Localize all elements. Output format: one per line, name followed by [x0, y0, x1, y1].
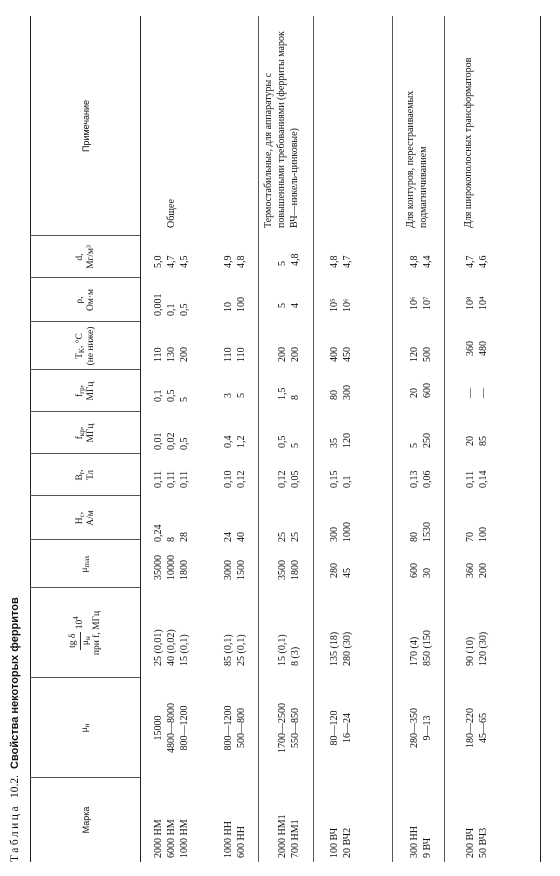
- tg-factor: 10: [75, 619, 86, 630]
- cell-density: 4,8 4,7: [329, 255, 353, 268]
- cell-hc: 25 25: [277, 532, 301, 542]
- br-subscript: r: [77, 471, 86, 475]
- cell-mu-n: 1700—2500 550—850: [277, 703, 301, 753]
- cell-note: Общее: [166, 199, 177, 228]
- fkr-symbol: f: [74, 436, 85, 440]
- tg-denominator: μ: [80, 640, 91, 646]
- br-symbol: B: [74, 474, 85, 481]
- cell-rho: 10⁸ 10⁴: [465, 296, 489, 310]
- header-marka-text: Марка: [80, 806, 91, 834]
- cell-br: 0,10 0,12: [223, 470, 247, 488]
- cell-tk: 400 450: [329, 347, 353, 362]
- cell-rho: 5 4: [277, 303, 301, 308]
- cell-tg: 15 (0,1) 8 (3): [277, 634, 301, 666]
- header-br: $B_r$, Тл: [74, 469, 96, 481]
- header-mu-n: [34, 678, 138, 778]
- caption-label: Таблица: [9, 803, 21, 862]
- fgr-subscript: гр: [77, 387, 86, 394]
- cell-mu-n: 15000 4800—8000 800—1200: [153, 703, 190, 753]
- cell-mu-max: 3500 1800: [277, 560, 301, 580]
- cell-hc: 80 1530: [409, 522, 433, 542]
- rho-symbol: ρ,: [74, 296, 85, 304]
- cell-mu-n: 180—220 45—65: [465, 708, 489, 748]
- cell-mu-n: 80—120 16—24: [329, 710, 353, 746]
- group-rule: [258, 16, 259, 862]
- cell-tg: 90 (10) 120 (30): [465, 631, 489, 666]
- cell-marka: 100 ВЧ 20 ВЧ2: [329, 827, 353, 858]
- header-marka: [34, 778, 138, 862]
- tg-numerator: tg δ: [68, 632, 80, 650]
- cell-hc: 70 100: [465, 527, 489, 542]
- cell-tk: 110 110: [223, 347, 247, 362]
- header-tk: [34, 322, 138, 370]
- cell-br: 0,11 0,11 0,11: [153, 470, 190, 488]
- header-hc: $H_c$, А/м: [74, 510, 96, 526]
- cell-hc: 300 1000: [329, 522, 353, 542]
- cell-rho: 10⁶ 10⁷: [409, 296, 433, 310]
- caption-number: 10.2.: [9, 774, 21, 798]
- cell-fkr: 0,4 1,2: [223, 435, 247, 448]
- header-density: [34, 236, 138, 278]
- cell-marka: 2000 НМ1 700 НМ1: [277, 814, 301, 858]
- tk-symbol: T: [74, 353, 85, 359]
- cell-marka: 300 НН 9 ВЧ: [409, 826, 433, 858]
- cell-br: 0,11 0,14: [465, 470, 489, 488]
- cell-fgr: — —: [465, 388, 489, 398]
- header-note: [34, 16, 138, 236]
- cell-tg: 25 (0,01) 40 (0,02) 15 (0,1): [153, 629, 190, 666]
- cell-tg: 135 (18) 280 (30): [329, 631, 353, 666]
- cell-mu-max: 35000 10000 1800: [153, 555, 190, 580]
- cell-br: 0,13 0,06: [409, 470, 433, 488]
- tg-frequency-note: при f, МГц: [92, 610, 103, 656]
- header-rho: [34, 278, 138, 322]
- header-fkr: $f_{кр}$, МГц: [74, 423, 96, 443]
- cell-tg: 170 (4) 850 (150: [409, 630, 433, 666]
- tg-fraction: [68, 632, 92, 650]
- table-bottom-rule: [540, 16, 541, 862]
- cell-note: Термостабильные, для аппаратуры с повышенными требованиями (ферриты марок ВЧ—никель-цинковые): [263, 31, 300, 228]
- cell-density: 4,7 4,6: [465, 255, 489, 268]
- cell-tk: 200 200: [277, 347, 301, 362]
- cell-mu-max: 600 30: [409, 563, 433, 578]
- cell-fkr: 0,01 0,02 0,5: [153, 432, 190, 450]
- fkr-unit: МГц: [86, 423, 96, 443]
- cell-density: 4,9 4,8: [223, 255, 247, 268]
- hc-subscript: c: [77, 514, 86, 518]
- cell-tk: 120 500: [409, 347, 433, 362]
- cell-mu-n: 280—350 9—13: [409, 708, 433, 748]
- tg-denominator-sub: н: [83, 636, 92, 641]
- group-rule: [313, 16, 314, 862]
- cell-mu-max: 360 200: [465, 563, 489, 578]
- density-symbol: d,: [74, 253, 85, 261]
- cell-fkr: 20 85: [465, 436, 489, 446]
- table-header-rule: [140, 16, 141, 862]
- cell-fkr: 0,5 5: [277, 435, 301, 448]
- cell-rho: 0,001 0,1 0,5: [153, 293, 190, 316]
- cell-fkr: 35 120: [329, 433, 353, 448]
- hc-unit: А/м: [86, 510, 96, 526]
- cell-hc: 0,24 8 28: [153, 524, 190, 542]
- cell-density: 5,0 4,7 4,5: [153, 255, 190, 268]
- cell-density: 5 4,8: [277, 253, 301, 266]
- cell-note: Для контуров, перестраиваемых подмагничиванием: [405, 90, 429, 228]
- cell-fgr: 1,5 8: [277, 387, 301, 400]
- cell-fgr: 0,1 0,5 5: [153, 389, 190, 402]
- caption-title: Свойства некоторых ферритов: [9, 597, 21, 769]
- group-rule: [392, 16, 393, 862]
- header-mu-max: [34, 540, 138, 588]
- cell-note: Для широкополосных трансформаторов: [463, 57, 474, 228]
- cell-fgr: 80 300: [329, 385, 353, 400]
- header-note-text: Примечание: [80, 99, 91, 153]
- cell-marka: 200 ВЧ 50 ВЧ3: [465, 827, 489, 858]
- rho-unit: Ом·м: [86, 288, 96, 312]
- cell-fgr: 3 5: [223, 393, 247, 398]
- table-top-rule: [30, 16, 31, 862]
- table-caption: [9, 597, 21, 862]
- cell-br: 0,12 0,05: [277, 470, 301, 488]
- cell-tk: 360 480: [465, 341, 489, 356]
- cell-tg: 85 (0,1) 25 (0,1): [223, 634, 247, 666]
- cell-rho: 10⁵ 10⁶: [329, 298, 353, 312]
- group-rule: [444, 16, 445, 862]
- mu-symbol: μ: [80, 727, 91, 733]
- cell-rho: 10 100: [223, 297, 247, 312]
- cell-mu-max: 280 45: [329, 563, 353, 578]
- tg-factor-exp: 4: [72, 616, 81, 620]
- header-tg-delta: [34, 588, 138, 678]
- cell-marka: 2000 НМ 6000 НМ 1000 НМ: [153, 819, 190, 858]
- cell-hc: 24 40: [223, 532, 247, 542]
- mu-max-subscript: max: [83, 555, 92, 568]
- cell-br: 0,15 0,1: [329, 470, 353, 488]
- cell-density: 4,8 4,4: [409, 255, 433, 268]
- header-fgr: $f_{гр}$, МГц: [74, 381, 96, 401]
- cell-marka: 1000 НН 600 НН: [223, 821, 247, 858]
- cell-fgr: 20 600: [409, 383, 433, 398]
- tk-subscript: K: [77, 348, 86, 354]
- hc-symbol: H: [74, 517, 85, 525]
- br-unit: Тл: [86, 469, 96, 481]
- tk-unit: , °C: [74, 333, 85, 349]
- fgr-unit: МГц: [86, 381, 96, 401]
- cell-mu-n: 800—1200 500—800: [223, 705, 247, 751]
- fgr-symbol: f: [74, 393, 85, 397]
- cell-mu-max: 3000 1500: [223, 560, 247, 580]
- cell-fkr: 5 250: [409, 433, 433, 448]
- cell-tk: 110 130 200: [153, 347, 190, 362]
- mu-max-symbol: μ: [80, 567, 91, 573]
- fkr-subscript: кр: [77, 429, 86, 437]
- mu-subscript: н: [83, 723, 92, 728]
- tk-note: (не ниже): [86, 326, 96, 366]
- density-unit: Мг/м³: [86, 245, 96, 269]
